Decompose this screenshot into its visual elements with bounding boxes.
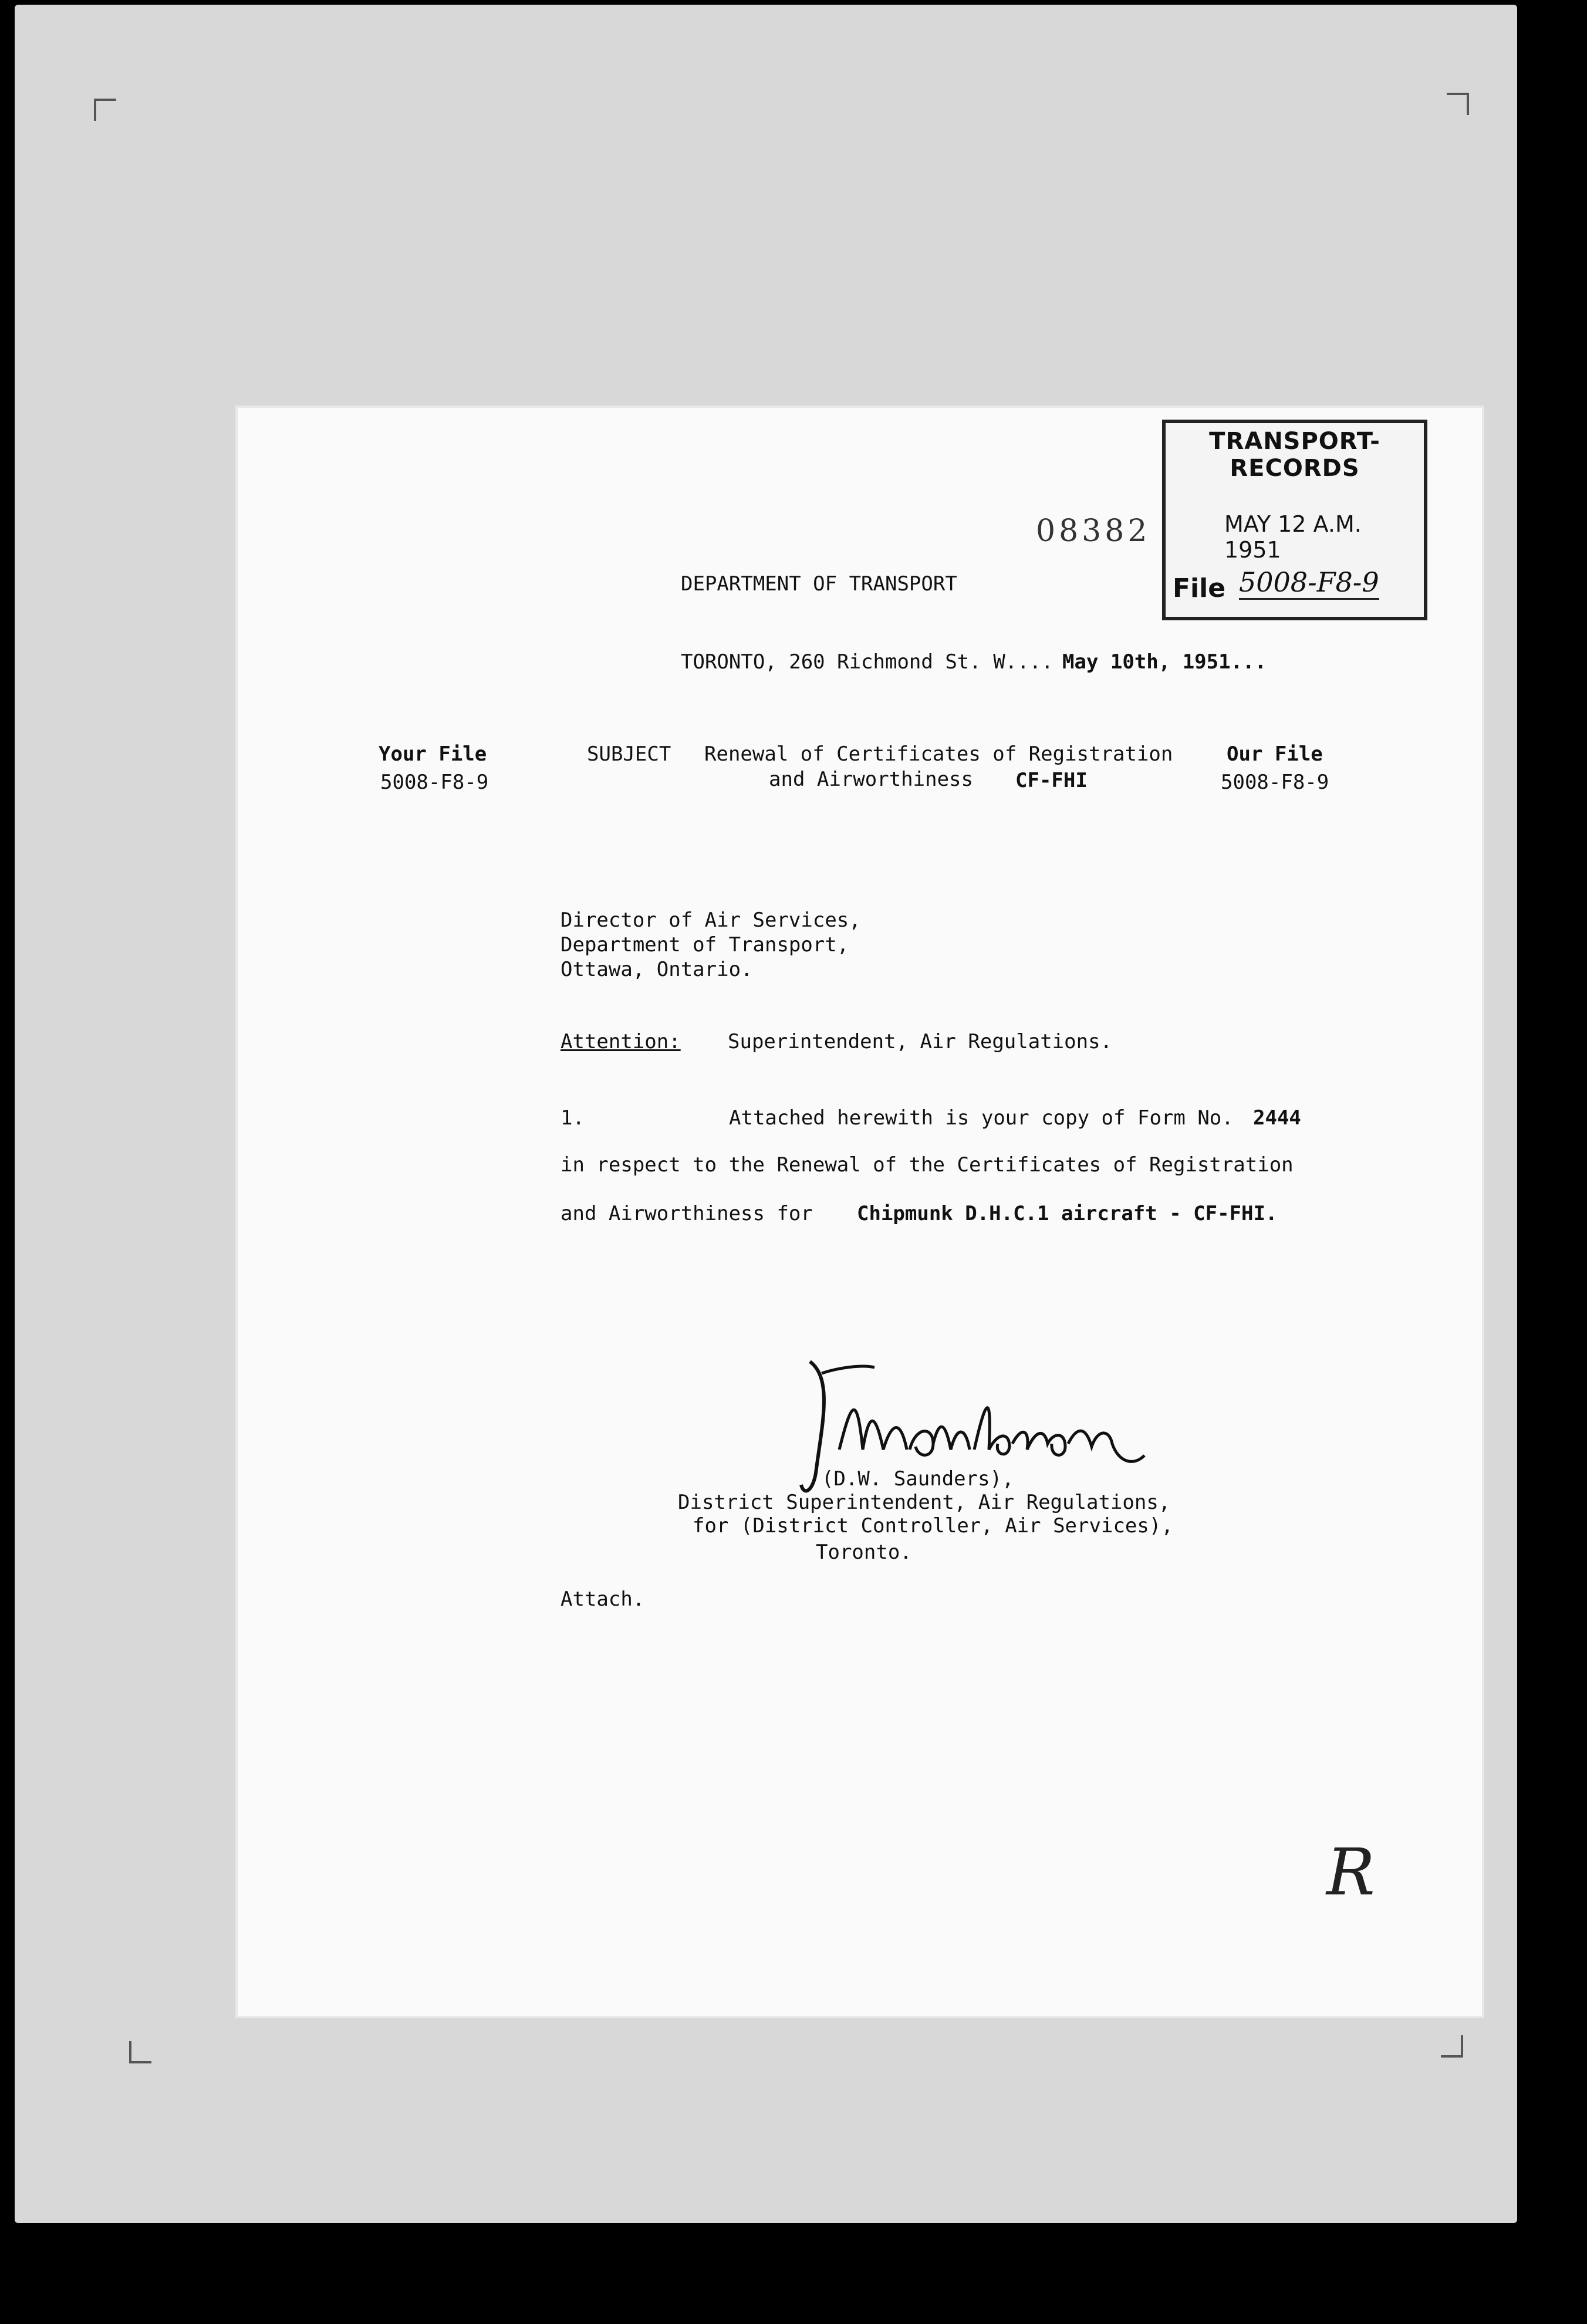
subject-line-1: Renewal of Certificates of Registration [704,742,1173,766]
our-file-value: 5008-F8-9 [1221,771,1329,794]
body-line-2: in respect to the Renewal of the Certificates of Registration [560,1153,1294,1177]
recipient-line-1: Director of Air Services, [560,908,861,932]
subject-label: SUBJECT [587,742,671,766]
recipient-line-2: Department of Transport, [560,933,849,957]
recipient-line-3: Ottawa, Ontario. [560,958,753,981]
corner-mark-top-right [1447,93,1469,115]
letter-date: May 10th, 1951... [1062,650,1267,674]
stamp-title: TRANSPORT-RECORDS [1209,428,1380,482]
margin-mark: R [1326,1835,1375,1910]
stamp-file-label: File [1173,573,1226,603]
enclosure-note: Attach. [560,1587,645,1611]
signatory-for-line: for (District Controller, Air Services), [693,1514,1173,1538]
paragraph-number: 1. [560,1106,585,1130]
signatory-name: (D.W. Saunders), [822,1467,1014,1491]
subject-registration: CF-FHI [1015,769,1088,792]
attention-label: Attention: [560,1030,681,1053]
stamp-file-value: 5008-F8-9 [1239,566,1379,600]
attention-value: Superintendent, Air Regulations. [728,1030,1113,1053]
department-heading: DEPARTMENT OF TRANSPORT [681,572,957,596]
sender-address: TORONTO, 260 Richmond St. W.... [681,650,1054,674]
document-number: 08382 [1036,514,1151,549]
corner-mark-top-left [94,99,116,121]
subject-line-2: and Airworthiness [769,768,973,791]
form-number: 2444 [1253,1106,1301,1130]
our-file-label: Our File [1227,742,1323,766]
aircraft-designation: Chipmunk D.H.C.1 aircraft - CF-FHI. [857,1202,1278,1225]
your-file-value: 5008-F8-9 [380,771,489,794]
corner-mark-bottom-right [1441,2035,1463,2058]
signatory-city: Toronto. [816,1541,912,1564]
your-file-label: Your File [379,742,487,766]
records-stamp [1162,420,1427,620]
stamp-date: MAY 12 A.M. 1951 [1224,511,1362,563]
signatory-title: District Superintendent, Air Regulations, [678,1491,1171,1514]
body-line-1: Attached herewith is your copy of Form No. [729,1106,1234,1130]
body-line-3: and Airworthiness for [560,1202,813,1225]
corner-mark-bottom-left [129,2041,151,2063]
